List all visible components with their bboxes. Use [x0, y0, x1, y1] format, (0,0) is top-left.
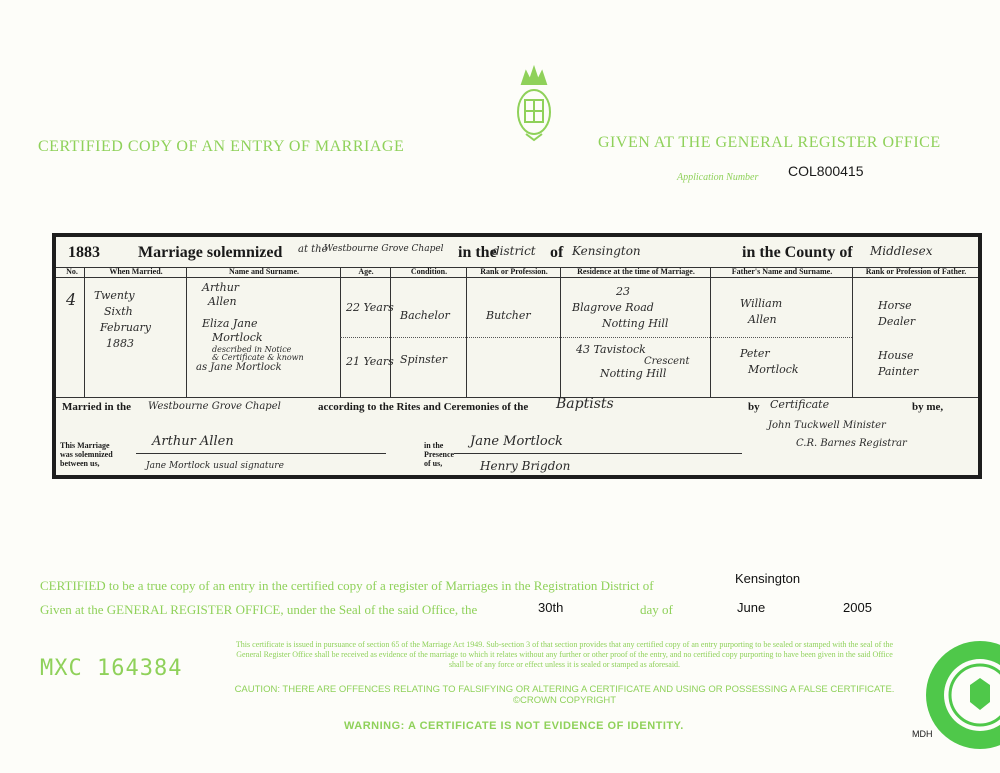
col-age: Age. [358, 267, 374, 276]
issuer-initials: MDH [912, 729, 933, 739]
bride-father-profession-1: House [878, 349, 914, 362]
certificate-title: CERTIFIED COPY OF AN ENTRY OF MARRIAGE [38, 138, 405, 155]
application-number: COL800415 [788, 163, 864, 179]
when-married-3: February [100, 321, 151, 334]
certified-month: June [737, 600, 766, 615]
warning-notice: WARNING: A CERTIFICATE IS NOT EVIDENCE OF IDENTITY. [344, 720, 684, 732]
officiant-2: C.R. Barnes Registrar [796, 438, 907, 449]
register-office-title: GIVEN AT THE GENERAL REGISTER OFFICE [598, 134, 941, 151]
certified-day: 30th [538, 600, 564, 615]
groom-father-profession-2: Dealer [878, 315, 916, 328]
certified-year: 2005 [843, 600, 872, 615]
bride-residence-3: Notting Hill [600, 367, 667, 380]
groom-name-1: Arthur [202, 281, 240, 294]
county-value: Middlesex [870, 244, 933, 258]
groom-residence-1: 23 [616, 285, 630, 298]
groom-father-2: Allen [748, 313, 777, 326]
presence-label: in the Presence of us, [424, 441, 455, 468]
when-married-4: 1883 [106, 337, 134, 350]
officiant-1: John Tuckwell Minister [768, 420, 886, 431]
given-line: Given at the GENERAL REGISTER OFFICE, under the Seal of the said Office, the [40, 602, 478, 617]
entry-year: 1883 [68, 244, 100, 261]
district-word: district [492, 244, 536, 258]
solemnized-label: This Marriage was solemnized between us, [60, 441, 113, 468]
col-residence: Residence at the time of Marriage. [577, 267, 695, 276]
royal-crest-icon [508, 64, 560, 144]
bride-father-profession-2: Painter [878, 365, 919, 378]
bride-note-1: described in Notice [212, 345, 292, 354]
bride-alias: as Jane Mortlock [196, 362, 282, 373]
register-entry [52, 233, 982, 479]
rites-value: Baptists [556, 396, 614, 412]
place-value: Westbourne Grove Chapel [324, 244, 444, 254]
groom-father-1: William [740, 297, 783, 310]
groom-residence-2: Blagrove Road [572, 301, 654, 314]
married-in-value: Westbourne Grove Chapel [148, 401, 281, 412]
county-label: in the County of [742, 244, 853, 261]
bride-father-2: Mortlock [748, 363, 799, 376]
by-label: by [748, 401, 760, 413]
when-married-1: Twenty [94, 289, 135, 302]
col-condition: Condition. [410, 267, 448, 276]
groom-age: 22 Years [346, 301, 394, 314]
serial-number: MXC 164384 [40, 656, 183, 681]
entry-title-row [62, 239, 972, 267]
col-when-married: When Married. [109, 267, 163, 276]
district-of: of [550, 244, 564, 261]
district-value: Kensington [572, 244, 641, 258]
day-of-label: day of [640, 602, 673, 617]
by-value: Certificate [770, 398, 830, 411]
caution-notice: CAUTION: THERE ARE OFFENCES RELATING TO FALSIFYING OR ALTERING A CERTIFICATE AND USING OR POSSESSING A FALSE CERTIFICATE. ©CROWN COPYRIGHT [234, 684, 895, 706]
groom-father-profession-1: Horse [878, 299, 912, 312]
col-name: Name and Surname. [228, 267, 299, 276]
register-office-seal-icon [925, 640, 1000, 750]
application-number-label: Application Number [677, 172, 759, 183]
certified-line: CERTIFIED to be a true copy of an entry in the certified copy of a register of Marriages in the Registration District of [40, 578, 654, 593]
bride-father-1: Peter [740, 347, 770, 360]
bride-condition: Spinster [400, 353, 448, 366]
bride-residence-2: Crescent [644, 356, 690, 367]
certified-district: Kensington [735, 571, 801, 586]
col-profession: Rank or Profession. [480, 267, 548, 276]
bride-signature: Jane Mortlock usual signature [146, 461, 284, 471]
entry-title: Marriage solemnized [138, 244, 283, 261]
col-father-profession: Rank or Profession of Father. [865, 267, 967, 276]
bride-residence-1: 43 Tavistock [576, 343, 646, 356]
groom-signature: Arthur Allen [152, 434, 234, 449]
bride-note-2: & Certificate & known [212, 353, 304, 362]
witness-2: Henry Brigdon [480, 459, 571, 473]
place-prefix: at the [298, 244, 328, 255]
witness-1: Jane Mortlock [470, 434, 563, 449]
bride-age: 21 Years [346, 355, 394, 368]
fine-print: This certificate is issued in pursuance of section 65 of the Marriage Act 1949. Sub-section 3 of that section provides that any certified copy of an entry purporting to be sealed or stamped with the seal of the General Register Office shall be received as evidence of the marriage to which it relates without any further or other proof of the entry, and no certified copy purporting to have been given in the said Office shall be of any force or effect unless it is sealed or stamped as aforesaid. [235, 640, 894, 669]
groom-condition: Bachelor [400, 309, 450, 322]
bride-name-2: Mortlock [212, 331, 263, 344]
col-no: No. [66, 267, 78, 276]
entry-number: 4 [66, 290, 77, 309]
married-in-label: Married in the [62, 401, 132, 413]
bride-name-1: Eliza Jane [202, 317, 258, 330]
groom-profession: Butcher [486, 309, 531, 322]
when-married-2: Sixth [104, 305, 133, 318]
rites-label: according to the Rites and Ceremonies of the [318, 401, 529, 413]
col-father: Father's Name and Surname. [731, 267, 833, 276]
district-label: in the [458, 244, 497, 261]
groom-name-2: Allen [208, 295, 237, 308]
by-me-label: by me, [912, 401, 944, 413]
groom-residence-3: Notting Hill [602, 317, 669, 330]
